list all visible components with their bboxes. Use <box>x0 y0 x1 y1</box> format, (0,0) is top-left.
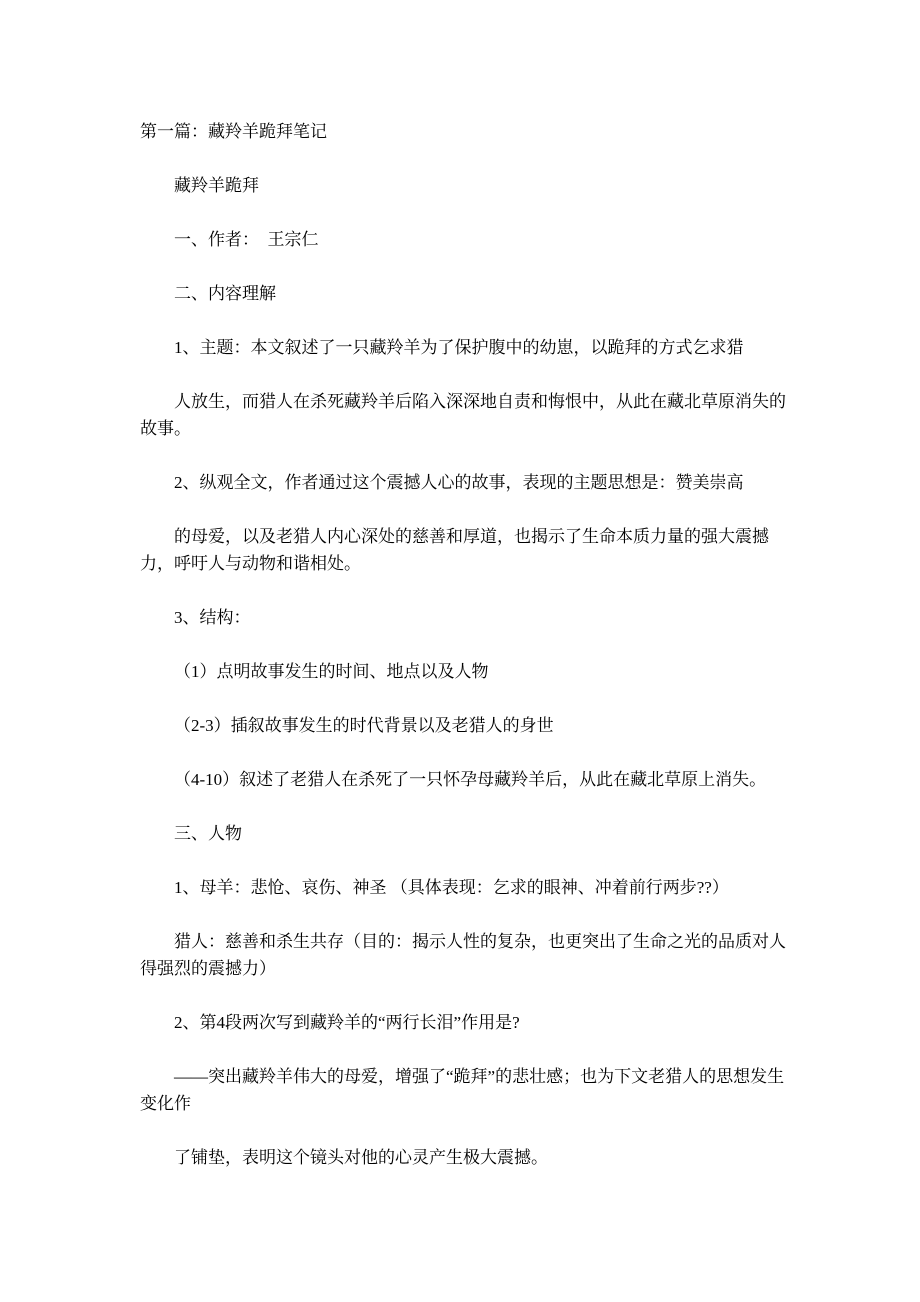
paragraph-structure-item2: （2-3）插叙故事发生的时代背景以及老猎人的身世 <box>174 716 554 735</box>
paragraph-subtitle: 藏羚羊跪拜 <box>174 176 259 195</box>
paragraph-character-hunter: 猎人：慈善和杀生共存（目的：揭示人性的复杂，也更突出了生命之光的品质对人得强烈的震撼力） <box>140 932 786 978</box>
document-content <box>140 118 790 1171</box>
paragraph-title-line: 第一篇：藏羚羊跪拜笔记 <box>140 122 327 141</box>
paragraph-theme-line2: 人放生，而猎人在杀死藏羚羊后陷入深深地自责和悔恨中，从此在藏北草原消失的故事。 <box>140 392 786 438</box>
paragraph-theme-line1: 1、主题：本文叙述了一只藏羚羊为了保护腹中的幼崽，以跪拜的方式乞求猎 <box>174 338 744 357</box>
paragraph-structure-item3: （4-10）叙述了老猎人在杀死了一只怀孕母藏羚羊后，从此在藏北草原上消失。 <box>174 770 767 789</box>
paragraph-section-heading-content: 二、内容理解 <box>174 284 276 303</box>
paragraph-section-heading-characters: 三、人物 <box>174 824 242 843</box>
paragraph-structure-item1: （1）点明故事发生的时间、地点以及人物 <box>174 662 489 681</box>
paragraph-overview-line2: 的母爱，以及老猎人内心深处的慈善和厚道，也揭示了生命本质力量的强大震撼力，呼吁人与动物和谐相处。 <box>140 527 769 573</box>
paragraph-author: 一、作者： 王宗仁 <box>174 230 319 249</box>
paragraph-overview-line1: 2、纵观全文，作者通过这个震撼人心的故事，表现的主题思想是：赞美崇高 <box>174 473 744 492</box>
paragraph-character-ewe: 1、母羊：悲怆、哀伤、神圣 （具体表现：乞求的眼神、冲着前行两步??） <box>174 878 729 897</box>
paragraph-structure-heading: 3、结构： <box>174 608 251 627</box>
paragraph-answer-line2: 了铺垫，表明这个镜头对他的心灵产生极大震撼。 <box>174 1148 548 1167</box>
paragraph-question: 2、第4段两次写到藏羚羊的“两行长泪”作用是? <box>174 1013 520 1032</box>
paragraph-answer-line1: ——突出藏羚羊伟大的母爱，增强了“跪拜”的悲壮感；也为下文老猎人的思想发生变化作 <box>140 1067 785 1113</box>
